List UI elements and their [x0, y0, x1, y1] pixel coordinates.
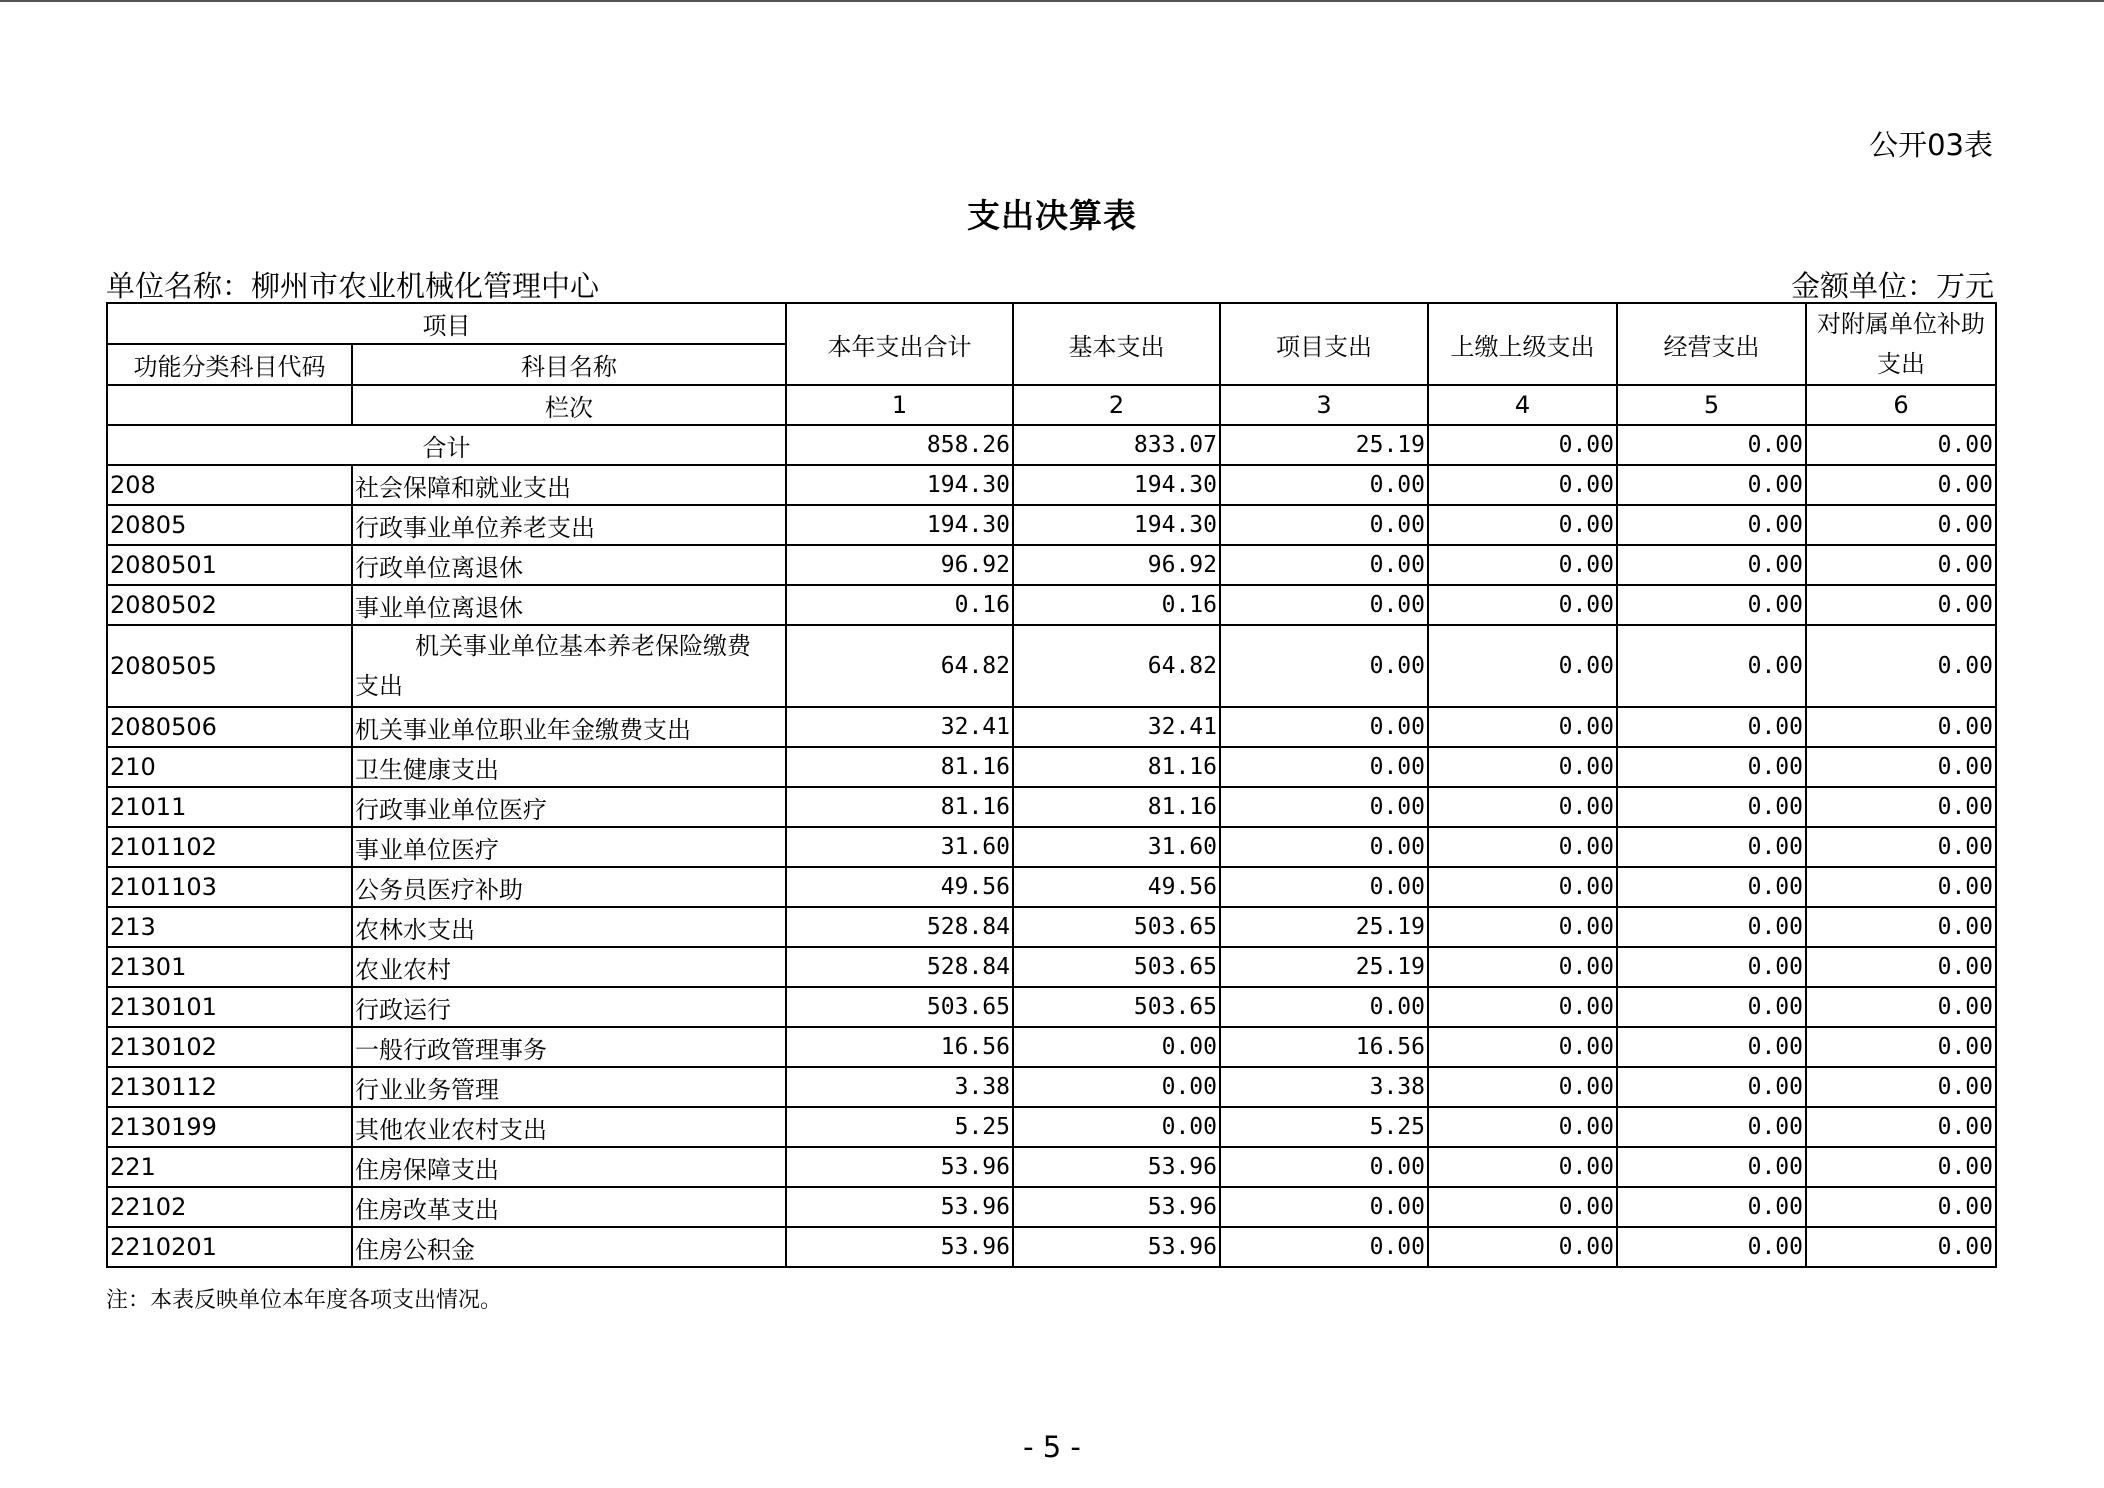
amount-cell: 49.56	[786, 867, 1013, 907]
table-row	[107, 1107, 1996, 1147]
subject-code: 208	[107, 465, 352, 505]
amount-cell: 49.56	[1013, 867, 1220, 907]
amount-cell: 31.60	[1013, 827, 1220, 867]
amount-cell: 0.00	[1428, 827, 1617, 867]
total-value: 0.00	[1806, 425, 1996, 465]
subject-code: 2101103	[107, 867, 352, 907]
table-row	[107, 1027, 1996, 1067]
amount-cell: 64.82	[786, 625, 1013, 707]
amount-cell: 0.00	[1220, 707, 1428, 747]
table-row	[107, 625, 1996, 707]
subject-code: 20805	[107, 505, 352, 545]
amount-cell: 0.00	[1428, 787, 1617, 827]
col-num-2: 2	[1013, 385, 1220, 425]
amount-cell: 503.65	[786, 987, 1013, 1027]
subject-name: 行业业务管理	[352, 1067, 786, 1107]
total-row	[107, 425, 1996, 465]
table-row	[107, 987, 1996, 1027]
header-code: 功能分类科目代码	[107, 344, 352, 385]
amount-cell: 0.00	[1806, 1107, 1996, 1147]
col-num-6: 6	[1806, 385, 1996, 425]
table-row	[107, 545, 1996, 585]
amount-cell: 0.00	[1806, 585, 1996, 625]
amount-cell: 0.00	[1617, 747, 1806, 787]
subject-code: 21301	[107, 947, 352, 987]
amount-cell: 53.96	[1013, 1187, 1220, 1227]
amount-cell: 0.00	[1617, 1147, 1806, 1187]
subject-code: 213	[107, 907, 352, 947]
subject-name-line2: 支出	[355, 672, 403, 700]
table-row	[107, 1067, 1996, 1107]
amount-cell: 0.00	[1617, 545, 1806, 585]
amount-cell: 31.60	[786, 827, 1013, 867]
header-col-index-label: 栏次	[352, 385, 786, 425]
col-num-3: 3	[1220, 385, 1428, 425]
subject-name: 行政运行	[352, 987, 786, 1027]
amount-cell: 0.00	[1806, 625, 1996, 707]
header-col6	[1806, 303, 1996, 385]
amount-cell: 0.00	[1806, 1227, 1996, 1267]
total-value: 0.00	[1428, 425, 1617, 465]
amount-cell: 25.19	[1220, 947, 1428, 987]
header-col4: 上缴上级支出	[1428, 303, 1617, 385]
amount-cell: 0.00	[1428, 1227, 1617, 1267]
amount-cell: 528.84	[786, 907, 1013, 947]
subject-name: 事业单位离退休	[352, 585, 786, 625]
header-project: 项目	[107, 303, 786, 344]
subject-code: 2130101	[107, 987, 352, 1027]
amount-cell: 194.30	[1013, 505, 1220, 545]
form-number: 公开03表	[1869, 128, 1993, 162]
amount-cell: 3.38	[786, 1067, 1013, 1107]
table-row	[107, 1147, 1996, 1187]
subject-name: 住房改革支出	[352, 1187, 786, 1227]
subject-code: 210	[107, 747, 352, 787]
table-row	[107, 465, 1996, 505]
amount-cell: 0.00	[1220, 465, 1428, 505]
amount-cell: 0.00	[1220, 827, 1428, 867]
amount-cell: 0.00	[1617, 1107, 1806, 1147]
amount-unit: 金额单位：万元	[1790, 269, 1994, 303]
amount-cell: 0.00	[1617, 505, 1806, 545]
amount-cell: 0.00	[1428, 465, 1617, 505]
amount-cell: 194.30	[786, 465, 1013, 505]
amount-cell: 0.00	[1428, 947, 1617, 987]
amount-cell: 0.00	[1220, 505, 1428, 545]
amount-cell: 0.00	[1220, 867, 1428, 907]
amount-cell: 0.00	[1428, 707, 1617, 747]
amount-cell: 0.00	[1617, 1187, 1806, 1227]
amount-cell: 0.00	[1013, 1107, 1220, 1147]
table-row	[107, 867, 1996, 907]
amount-cell: 0.00	[1806, 867, 1996, 907]
table-row	[107, 1187, 1996, 1227]
amount-cell: 0.00	[1428, 1147, 1617, 1187]
amount-cell: 0.00	[1806, 505, 1996, 545]
subject-name: 公务员医疗补助	[352, 867, 786, 907]
amount-cell: 0.00	[1220, 1187, 1428, 1227]
amount-cell: 0.00	[1617, 465, 1806, 505]
table-row	[107, 1227, 1996, 1267]
table-row	[107, 585, 1996, 625]
subject-code: 2130199	[107, 1107, 352, 1147]
amount-cell: 528.84	[786, 947, 1013, 987]
header-col1: 本年支出合计	[786, 303, 1013, 385]
amount-cell: 0.00	[1617, 625, 1806, 707]
table-row	[107, 827, 1996, 867]
amount-cell: 0.00	[1806, 1067, 1996, 1107]
header-col2: 基本支出	[1013, 303, 1220, 385]
subject-name: 一般行政管理事务	[352, 1027, 786, 1067]
subject-name: 行政事业单位养老支出	[352, 505, 786, 545]
amount-cell: 25.19	[1220, 907, 1428, 947]
subject-name: 行政单位离退休	[352, 545, 786, 585]
amount-cell: 194.30	[786, 505, 1013, 545]
amount-cell: 0.00	[1806, 1187, 1996, 1227]
amount-cell: 3.38	[1220, 1067, 1428, 1107]
expenditure-table	[106, 302, 1997, 1268]
amount-cell: 194.30	[1013, 465, 1220, 505]
page-title: 支出决算表	[967, 196, 1137, 235]
subject-name: 其他农业农村支出	[352, 1107, 786, 1147]
amount-cell: 81.16	[786, 747, 1013, 787]
amount-cell: 96.92	[786, 545, 1013, 585]
amount-cell: 0.00	[1428, 987, 1617, 1027]
header-blank	[107, 385, 352, 425]
amount-cell: 0.00	[1220, 787, 1428, 827]
amount-cell: 0.00	[1428, 907, 1617, 947]
table-row	[107, 787, 1996, 827]
total-value: 25.19	[1220, 425, 1428, 465]
table-note: 注：本表反映单位本年度各项支出情况。	[106, 1288, 503, 1313]
header-col6-line1: 对附属单位补助	[1817, 310, 1985, 338]
amount-cell: 0.00	[1617, 987, 1806, 1027]
table-row	[107, 947, 1996, 987]
amount-cell: 0.00	[1617, 907, 1806, 947]
header-col6-line2: 支出	[1877, 350, 1925, 378]
amount-cell: 0.00	[1013, 1067, 1220, 1107]
amount-cell: 0.00	[1617, 1027, 1806, 1067]
amount-cell: 0.00	[1806, 947, 1996, 987]
table-row	[107, 707, 1996, 747]
amount-cell: 0.00	[1806, 907, 1996, 947]
amount-cell: 0.00	[1617, 707, 1806, 747]
amount-cell: 53.96	[786, 1187, 1013, 1227]
amount-cell: 0.00	[1806, 747, 1996, 787]
table-row	[107, 907, 1996, 947]
amount-cell: 32.41	[1013, 707, 1220, 747]
amount-cell: 16.56	[1220, 1027, 1428, 1067]
amount-cell: 0.00	[1617, 787, 1806, 827]
amount-cell: 0.00	[1428, 505, 1617, 545]
page-top-border	[0, 0, 2104, 2]
subject-code: 2080502	[107, 585, 352, 625]
amount-cell: 0.00	[1428, 545, 1617, 585]
subject-code: 21011	[107, 787, 352, 827]
amount-cell: 0.00	[1617, 1227, 1806, 1267]
amount-cell: 64.82	[1013, 625, 1220, 707]
amount-cell: 16.56	[786, 1027, 1013, 1067]
col-num-1: 1	[786, 385, 1013, 425]
subject-code: 2210201	[107, 1227, 352, 1267]
header-col3: 项目支出	[1220, 303, 1428, 385]
subject-code: 2101102	[107, 827, 352, 867]
amount-cell: 0.00	[1428, 1187, 1617, 1227]
col-num-5: 5	[1617, 385, 1806, 425]
amount-cell: 0.00	[1617, 947, 1806, 987]
amount-cell: 0.00	[1617, 585, 1806, 625]
amount-cell: 81.16	[786, 787, 1013, 827]
total-value: 833.07	[1013, 425, 1220, 465]
amount-cell: 0.00	[1617, 827, 1806, 867]
amount-cell: 0.00	[1806, 1027, 1996, 1067]
amount-cell: 0.00	[1428, 1027, 1617, 1067]
subject-code: 2080506	[107, 707, 352, 747]
subject-name	[352, 625, 786, 707]
subject-name: 机关事业单位职业年金缴费支出	[352, 707, 786, 747]
amount-cell: 53.96	[1013, 1227, 1220, 1267]
amount-cell: 0.16	[786, 585, 1013, 625]
subject-name: 事业单位医疗	[352, 827, 786, 867]
amount-cell: 0.00	[1806, 827, 1996, 867]
amount-cell: 0.00	[1617, 1067, 1806, 1107]
amount-cell: 0.00	[1428, 585, 1617, 625]
amount-cell: 0.00	[1428, 1067, 1617, 1107]
amount-cell: 81.16	[1013, 787, 1220, 827]
amount-cell: 503.65	[1013, 947, 1220, 987]
amount-cell: 96.92	[1013, 545, 1220, 585]
table-row	[107, 505, 1996, 545]
amount-cell: 53.96	[786, 1147, 1013, 1187]
subject-name: 住房公积金	[352, 1227, 786, 1267]
amount-cell: 0.00	[1806, 1147, 1996, 1187]
amount-cell: 0.00	[1428, 867, 1617, 907]
subject-code: 221	[107, 1147, 352, 1187]
table-row	[107, 747, 1996, 787]
amount-cell: 0.00	[1220, 625, 1428, 707]
amount-cell: 0.00	[1220, 747, 1428, 787]
subject-code: 2130102	[107, 1027, 352, 1067]
amount-cell: 0.00	[1013, 1027, 1220, 1067]
amount-cell: 5.25	[1220, 1107, 1428, 1147]
amount-cell: 0.00	[1806, 787, 1996, 827]
subject-name: 农林水支出	[352, 907, 786, 947]
amount-cell: 0.00	[1220, 585, 1428, 625]
col-num-4: 4	[1428, 385, 1617, 425]
total-value: 0.00	[1617, 425, 1806, 465]
subject-name: 住房保障支出	[352, 1147, 786, 1187]
page-number: - 5 -	[1023, 1430, 1081, 1464]
amount-cell: 32.41	[786, 707, 1013, 747]
amount-cell: 5.25	[786, 1107, 1013, 1147]
subject-code: 22102	[107, 1187, 352, 1227]
subject-name-line1: 机关事业单位基本养老保险缴费	[415, 632, 751, 660]
amount-cell: 503.65	[1013, 907, 1220, 947]
amount-cell: 0.16	[1013, 585, 1220, 625]
amount-cell: 0.00	[1806, 465, 1996, 505]
amount-cell: 0.00	[1428, 747, 1617, 787]
subject-name: 卫生健康支出	[352, 747, 786, 787]
total-value: 858.26	[786, 425, 1013, 465]
amount-cell: 0.00	[1806, 545, 1996, 585]
amount-cell: 0.00	[1428, 625, 1617, 707]
amount-cell: 0.00	[1806, 707, 1996, 747]
amount-cell: 53.96	[1013, 1147, 1220, 1187]
subject-code: 2130112	[107, 1067, 352, 1107]
total-label: 合计	[107, 425, 786, 465]
unit-name: 单位名称：柳州市农业机械化管理中心	[106, 269, 600, 303]
amount-cell: 0.00	[1220, 1147, 1428, 1187]
header-col5: 经营支出	[1617, 303, 1806, 385]
subject-code: 2080501	[107, 545, 352, 585]
amount-cell: 0.00	[1220, 987, 1428, 1027]
amount-cell: 503.65	[1013, 987, 1220, 1027]
subject-name: 农业农村	[352, 947, 786, 987]
subject-name: 行政事业单位医疗	[352, 787, 786, 827]
amount-cell: 81.16	[1013, 747, 1220, 787]
header-name: 科目名称	[352, 344, 786, 385]
subject-name: 社会保障和就业支出	[352, 465, 786, 505]
amount-cell: 0.00	[1428, 1107, 1617, 1147]
amount-cell: 0.00	[1806, 987, 1996, 1027]
amount-cell: 0.00	[1617, 867, 1806, 907]
amount-cell: 0.00	[1220, 545, 1428, 585]
amount-cell: 0.00	[1220, 1227, 1428, 1267]
amount-cell: 53.96	[786, 1227, 1013, 1267]
subject-code: 2080505	[107, 625, 352, 707]
